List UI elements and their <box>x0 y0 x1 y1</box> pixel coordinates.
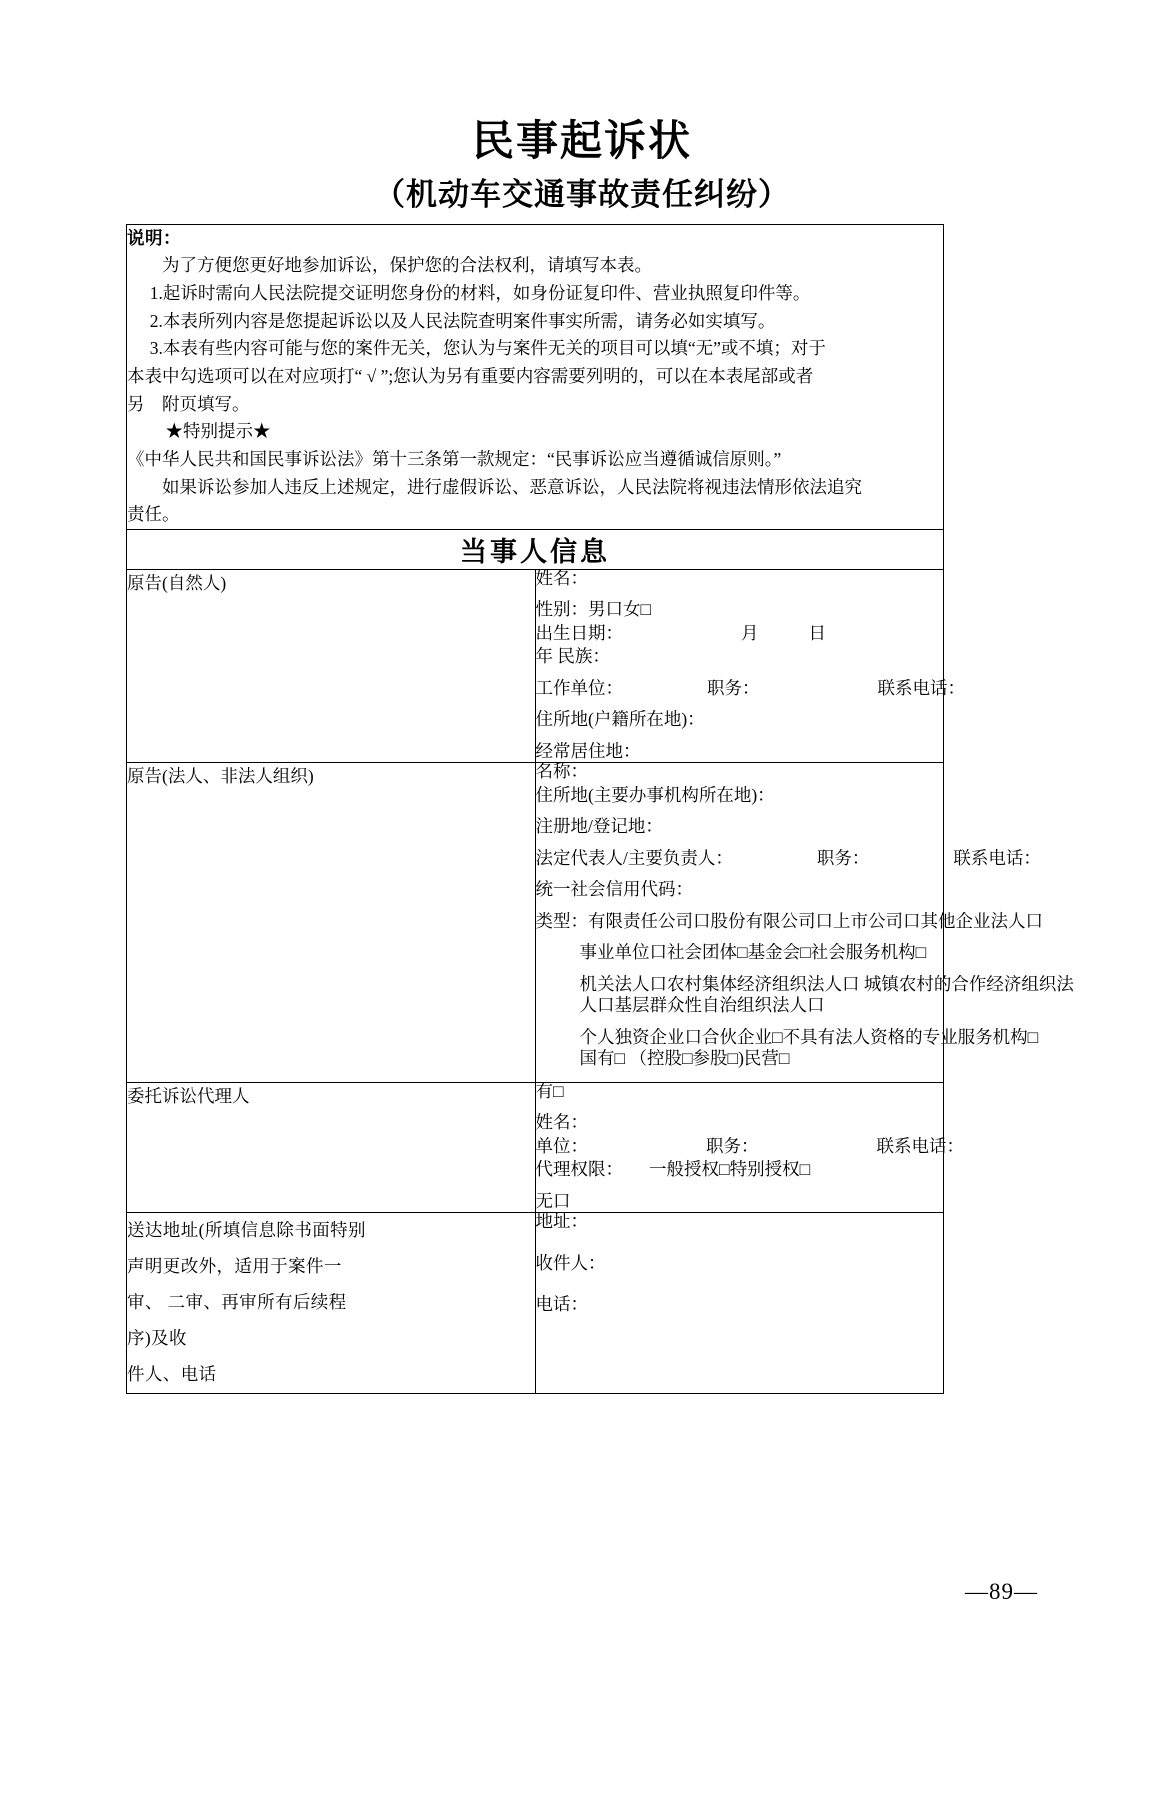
field-entity-type-label: 类型： <box>535 910 588 931</box>
entity-type-option-row-5[interactable]: 个人独资企业口合伙企业□不具有法人资格的专业服务机构□ <box>579 1026 1039 1047</box>
field-birth-month: 月 <box>741 622 759 643</box>
instruction-line-intro: 为了方便您更好地参加诉讼，保护您的合法权利，请填写本表。 <box>162 255 652 276</box>
civil-complaint-form <box>126 224 1074 1394</box>
entity-type-group-organizations <box>536 973 1074 1016</box>
field-work-unit-label: 工作单位： <box>535 677 623 698</box>
delivery-label-line-4: 序)及收 <box>127 1328 187 1348</box>
field-entity-phone-label: 联系电话： <box>953 847 1041 868</box>
plaintiff-natural-row <box>127 569 944 763</box>
plaintiff-natural-fields <box>535 567 965 763</box>
instruction-line-3: 3.本表有些内容可能与您的案件无关，您认为与案件无关的项目可以填“无”或不填；对于 <box>149 338 826 359</box>
field-entity-domicile[interactable]: 住所地(主要办事机构所在地)： <box>535 784 775 805</box>
page-title: 民事起诉状 <box>471 116 692 165</box>
agent-has-checkbox[interactable]: 有□ <box>535 1080 564 1101</box>
field-legal-representative-label: 法定代表人/主要负责人： <box>535 847 733 868</box>
agent-authority-label: 代理权限： <box>535 1159 623 1180</box>
party-info-header: 当事人信息 <box>127 529 944 569</box>
field-work-unit-row[interactable] <box>535 677 965 698</box>
instruction-line-3c: 另 附页填写。 <box>127 393 250 414</box>
field-name[interactable]: 姓名： <box>535 567 588 588</box>
law-warning-line-end: 责任。 <box>127 504 180 525</box>
field-domicile[interactable]: 住所地(户籍所在地)： <box>535 709 705 730</box>
delivery-field-phone[interactable]: 电话： <box>535 1294 588 1315</box>
litigation-agent-label: 委托诉讼代理人 <box>127 1082 536 1213</box>
field-credit-code[interactable]: 统一社会信用代码： <box>535 879 693 900</box>
field-entity-name[interactable]: 名称： <box>535 761 588 782</box>
instruction-line-1: 1.起诉时需向人民法院提交证明您身份的材料，如身份证复印件、营业执照复印件等。 <box>149 283 811 304</box>
plaintiff-natural-label: 原告(自然人) <box>127 569 536 763</box>
field-birth-date[interactable] <box>535 622 944 643</box>
field-registration-place[interactable]: 注册地/登记地： <box>535 816 663 837</box>
agent-authority-row[interactable] <box>536 1161 944 1179</box>
litigation-agent-fields <box>535 1080 964 1213</box>
entity-type-option-row-4[interactable]: 人口基层群众性自治组织法人口 <box>579 995 825 1016</box>
agent-authority-special-checkbox[interactable]: 特别授权□ <box>729 1159 811 1180</box>
entity-type-option-row-1[interactable]: 有限责任公司口股份有限公司口上市公司口其他企业法人口 <box>588 910 1043 931</box>
law-citation-line: 《中华人民共和国民事诉讼法》第十三条第一款规定：“民事诉讼应当遵循诚信原则。” <box>127 448 782 469</box>
plaintiff-legal-fields <box>535 761 1074 1083</box>
delivery-address-fields <box>535 1213 944 1393</box>
page-subtitle: （机动车交通事故责任纠纷） <box>374 177 790 214</box>
plaintiff-legal-row <box>127 763 944 1083</box>
field-birth-date-label: 出生日期： <box>535 622 623 643</box>
delivery-address-row <box>127 1213 944 1393</box>
entity-type-option-row-2[interactable]: 事业单位口社会团体□基金会□社会服务机构□ <box>579 942 927 963</box>
document-page <box>0 118 1164 1801</box>
agent-field-unit-row[interactable] <box>535 1135 964 1156</box>
plaintiff-legal-label: 原告(法人、非法人组织) <box>127 763 536 1083</box>
instructions-row <box>127 224 944 529</box>
delivery-field-address[interactable]: 地址： <box>535 1211 588 1232</box>
litigation-agent-row <box>127 1082 944 1213</box>
agent-authority-general-checkbox[interactable]: 一般授权□ <box>649 1159 730 1180</box>
entity-type-option-row-3[interactable]: 机关法人口农村集体经济组织法人口 城镇农村的合作经济组织法 <box>579 973 1074 994</box>
party-info-header-row <box>127 529 944 569</box>
instructions-heading: 说明： <box>127 227 181 248</box>
field-phone-label: 联系电话： <box>877 677 965 698</box>
instruction-line-2: 2.本表所列内容是您提起诉讼以及人民法院查明案件事实所需，请务必如实填写。 <box>149 310 776 331</box>
entity-type-group-unincorporated <box>536 1026 1039 1069</box>
special-notice-heading: ★特别提示★ <box>165 421 271 442</box>
field-entity-position-label: 职务： <box>816 847 870 868</box>
field-position-label: 职务： <box>707 677 760 698</box>
field-year-ethnicity[interactable]: 年 民族： <box>535 646 610 667</box>
page-number: —89— <box>965 1579 1038 1604</box>
instruction-line-3b: 本表中勾选项可以在对应项打“ √ ”;您认为另有重要内容需要列明的，可以在本表尾部或者 <box>127 366 814 387</box>
agent-field-phone-label: 联系电话： <box>876 1135 964 1156</box>
instructions-cell <box>127 224 944 529</box>
field-birth-day: 日 <box>808 622 826 643</box>
field-entity-type-row[interactable] <box>535 910 1043 931</box>
field-residence[interactable]: 经常居住地： <box>535 740 641 761</box>
agent-field-name[interactable]: 姓名： <box>535 1112 588 1133</box>
law-warning-line: 如果诉讼参加人违反上述规定，进行虚假诉讼、恶意诉讼，人民法院将视违法情形依法追究 <box>162 476 862 497</box>
delivery-label-line-5: 件人、电话 <box>127 1363 217 1384</box>
field-gender[interactable]: 性别：男口女□ <box>535 599 652 620</box>
delivery-field-recipient[interactable]: 收件人： <box>535 1252 606 1273</box>
agent-field-position-label: 职务： <box>706 1135 759 1156</box>
agent-none-checkbox[interactable]: 无口 <box>535 1190 571 1211</box>
field-legal-representative-row[interactable] <box>535 847 1041 868</box>
delivery-label-line-1: 送达地址(所填信息除书面特别 <box>127 1220 366 1241</box>
delivery-address-label <box>127 1213 536 1393</box>
entity-type-option-row-6[interactable]: 国有□ （控股□参股□)民营□ <box>579 1048 790 1069</box>
delivery-label-line-2: 声明更改外，适用于案件一 <box>127 1256 342 1277</box>
delivery-label-line-3: 审、 二审、再审所有后续程 <box>127 1292 347 1313</box>
agent-field-unit-label: 单位： <box>535 1135 588 1156</box>
